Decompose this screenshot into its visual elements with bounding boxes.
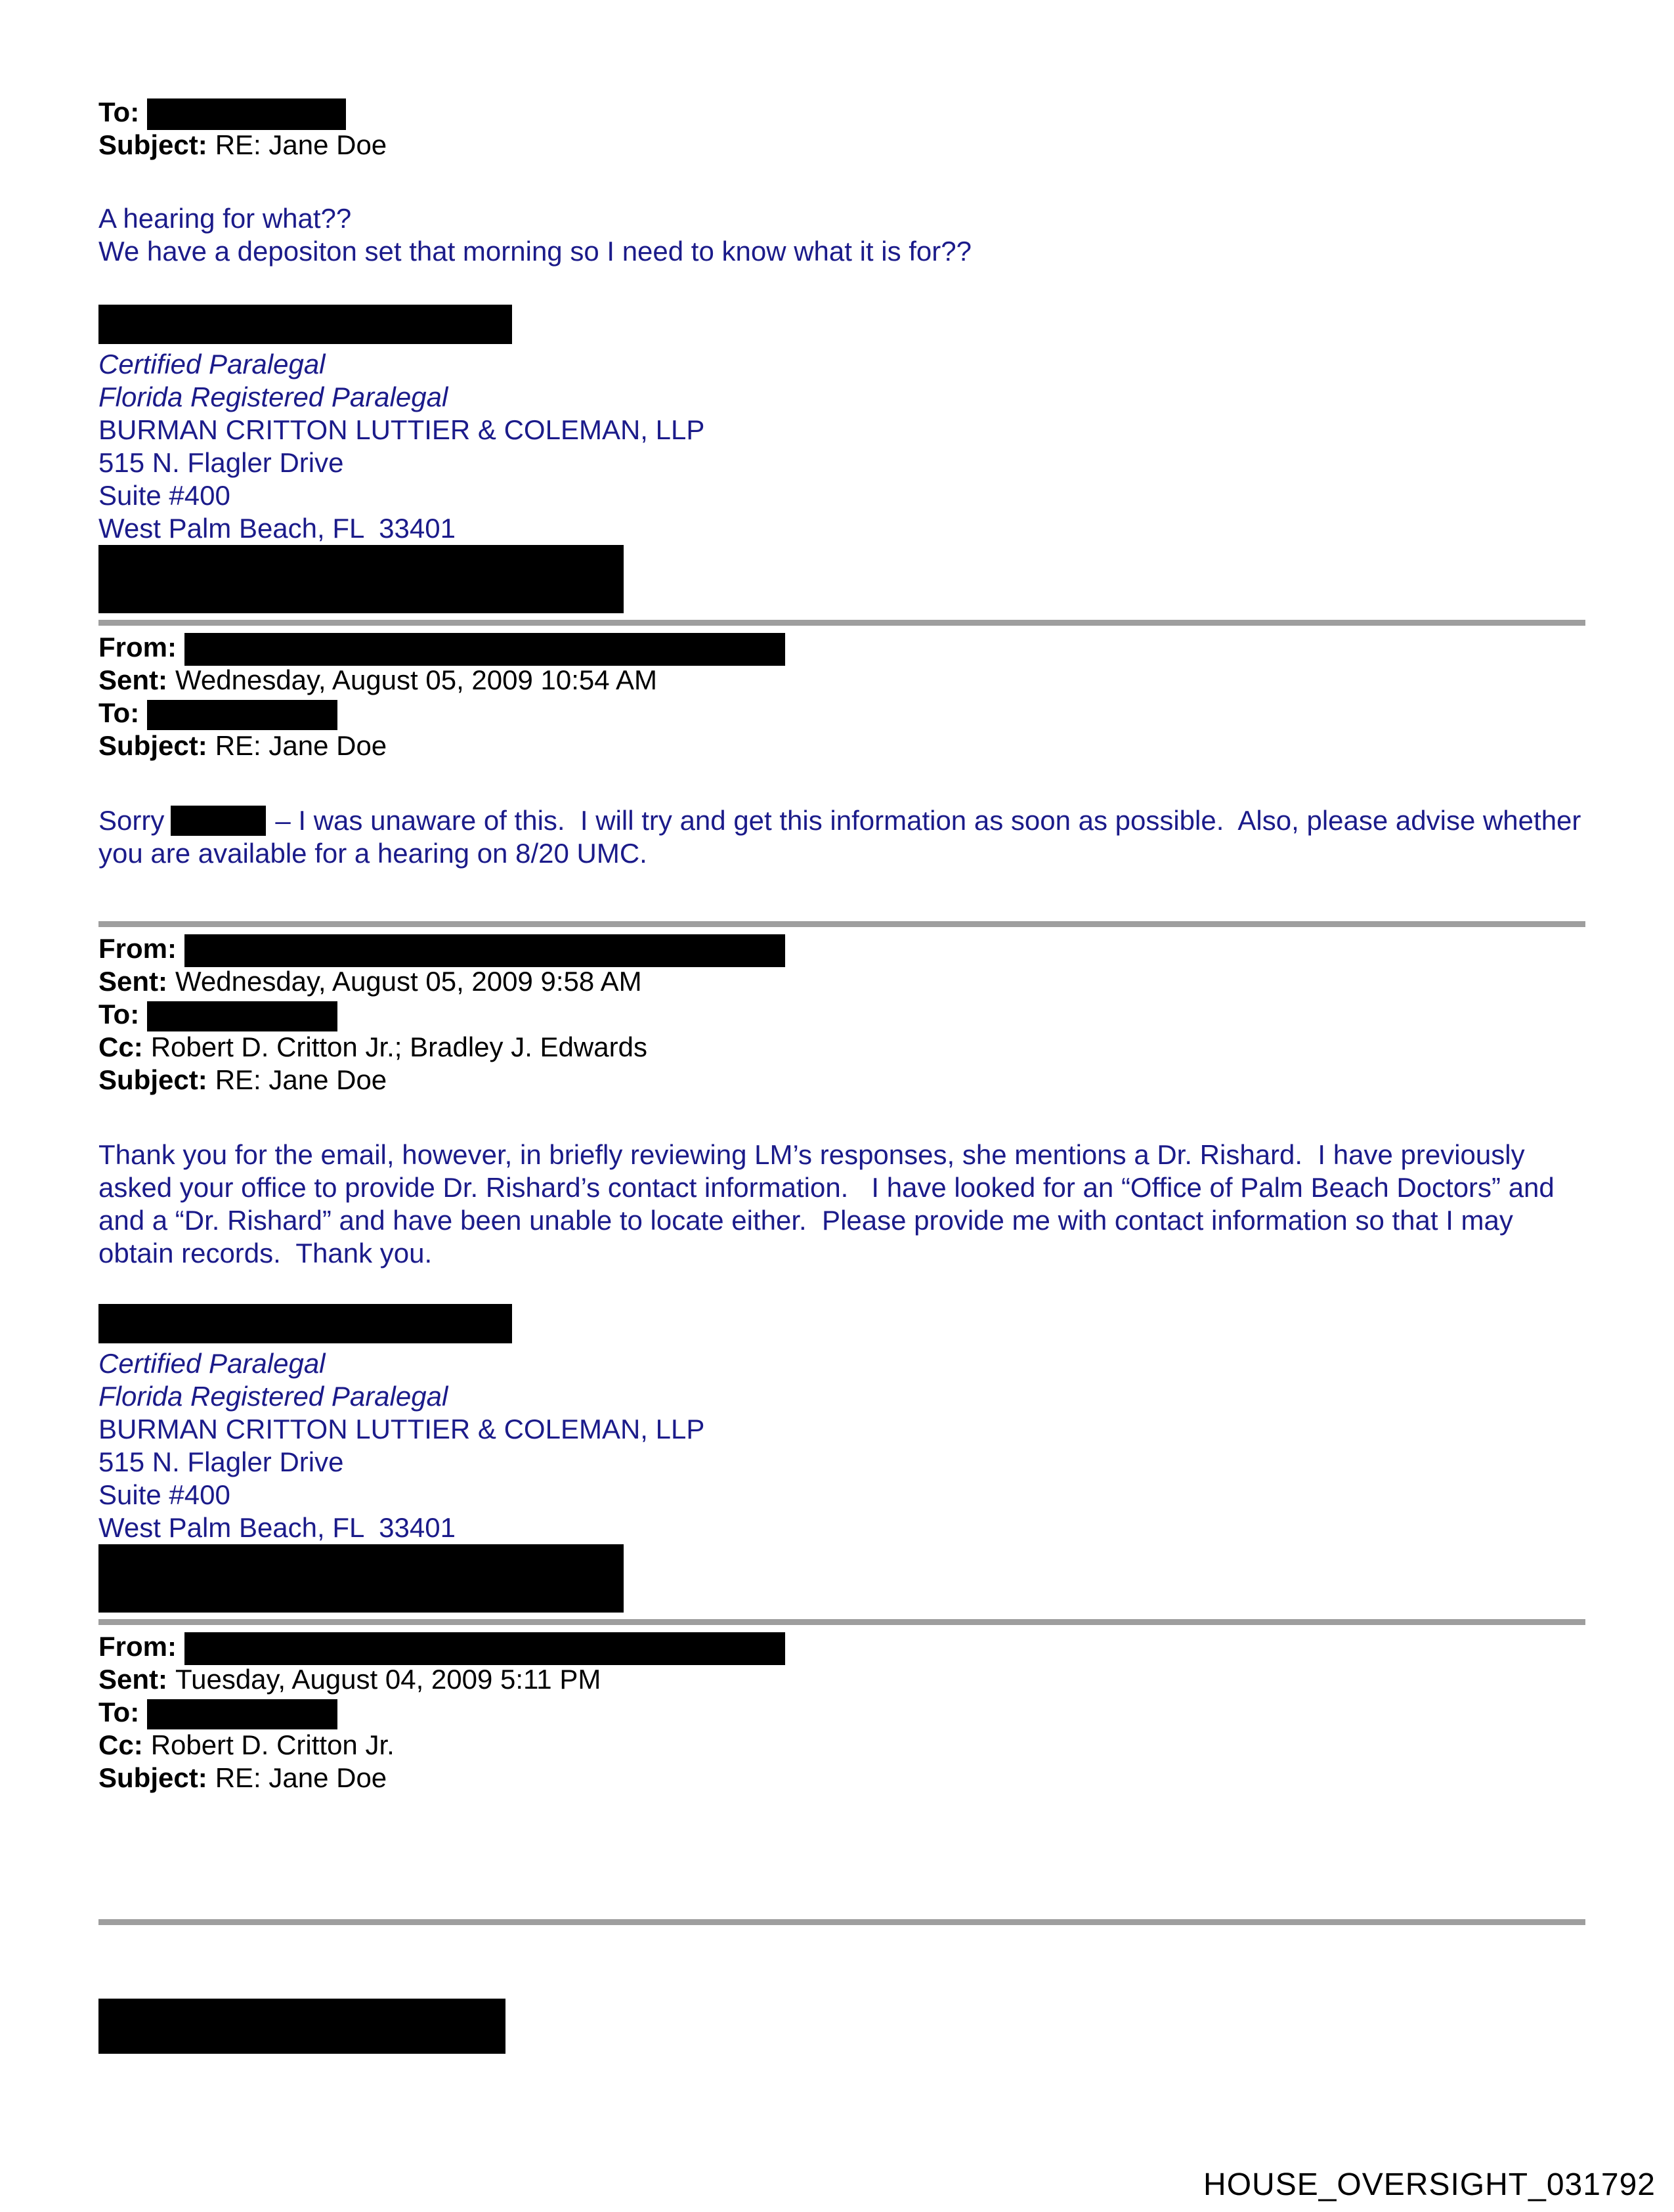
email1-header — [98, 96, 1585, 162]
email3-from-line — [98, 932, 1585, 965]
signature-address-2: Suite #400 — [98, 480, 230, 511]
email3-sent-line — [98, 965, 1585, 998]
email3-body-line1: Thank you for the email, however, in briefly reviewing LM’s responses, she mentions a Dr. Rishard. I have previously — [98, 1139, 1525, 1170]
subject-label: Subject: — [98, 129, 207, 160]
sent-label: Sent: — [98, 966, 167, 997]
email4-sent-value: Tuesday, August 04, 2009 5:11 PM — [175, 1664, 601, 1695]
signature-lines — [98, 348, 1585, 545]
message-divider-4 — [98, 1919, 1585, 1925]
signature-address-2: Suite #400 — [98, 1479, 230, 1510]
email4-cc-value: Robert D. Critton Jr. — [150, 1729, 395, 1760]
email3-body-line2: asked your office to provide Dr. Rishard’s contact information. I have looked for an “Office of Palm Beach Doctors” and — [98, 1172, 1555, 1203]
email3-cc-line — [98, 1031, 1585, 1064]
to-redaction-box — [147, 1001, 337, 1031]
signature-contact-redaction-box — [98, 545, 624, 613]
subject-label: Subject: — [98, 1064, 207, 1095]
signature-credential-2: Florida Registered Paralegal — [98, 1381, 448, 1412]
from-redaction-box — [184, 934, 785, 967]
email3-to-line — [98, 998, 1585, 1031]
email1-subject-value: RE: Jane Doe — [215, 129, 387, 160]
from-label: From: — [98, 1631, 177, 1662]
email2-body-prefix: Sorry — [98, 805, 165, 836]
email2-subject-value: RE: Jane Doe — [215, 730, 387, 761]
email4-subject-value: RE: Jane Doe — [215, 1762, 387, 1793]
email1-body-line1: A hearing for what?? — [98, 203, 352, 234]
message-divider-2 — [98, 921, 1585, 927]
email2-sent-line — [98, 664, 1585, 697]
to-redaction-box — [147, 98, 346, 130]
subject-label: Subject: — [98, 730, 207, 761]
signature-name-redaction-box — [98, 305, 512, 344]
sent-label: Sent: — [98, 1664, 167, 1695]
bottom-redaction-box — [98, 1999, 505, 2054]
email2-body-suffix: – I was unaware of this. I will try and get this information as soon as possible. Also, please advise whether — [275, 805, 1581, 836]
signature-firm: BURMAN CRITTON LUTTIER & COLEMAN, LLP — [98, 414, 705, 445]
email1-body — [98, 202, 1585, 268]
to-label: To: — [98, 999, 140, 1030]
message-divider-3 — [98, 1619, 1585, 1625]
email4-subject-line — [98, 1762, 1585, 1794]
email1-subject-line — [98, 129, 1585, 162]
subject-label: Subject: — [98, 1762, 207, 1793]
signature-address-1: 515 N. Flagler Drive — [98, 1446, 344, 1477]
to-redaction-box — [147, 1699, 337, 1729]
signature-block-1 — [98, 305, 1585, 613]
email2-body-line2: you are available for a hearing on 8/20 UMC. — [98, 838, 647, 869]
email3-body-line4: obtain records. Thank you. — [98, 1238, 433, 1269]
email2-subject-line — [98, 729, 1585, 762]
email3-subject-line — [98, 1064, 1585, 1096]
email4-sent-line — [98, 1663, 1585, 1696]
email4-from-line — [98, 1630, 1585, 1663]
signature-address-3: West Palm Beach, FL 33401 — [98, 513, 456, 544]
email3-sent-value: Wednesday, August 05, 2009 9:58 AM — [175, 966, 642, 997]
signature-block-2 — [98, 1304, 1585, 1613]
to-label: To: — [98, 697, 140, 728]
signature-credential-1: Certified Paralegal — [98, 349, 326, 380]
signature-contact-redaction-box — [98, 1544, 624, 1613]
signature-name-redaction-box — [98, 1304, 512, 1343]
email4-header — [98, 1630, 1585, 1794]
signature-address-3: West Palm Beach, FL 33401 — [98, 1512, 456, 1543]
to-label: To: — [98, 97, 140, 127]
message-divider-1 — [98, 620, 1585, 626]
email3-cc-value: Robert D. Critton Jr.; Bradley J. Edwards — [150, 1031, 647, 1062]
bates-number: HOUSE_OVERSIGHT_031792 — [1203, 2167, 1656, 2202]
from-redaction-box — [184, 1632, 785, 1665]
from-redaction-box — [184, 633, 785, 666]
signature-credential-2: Florida Registered Paralegal — [98, 381, 448, 412]
email3-body — [98, 1139, 1585, 1270]
signature-lines — [98, 1347, 1585, 1544]
email1-body-line2: We have a depositon set that morning so I need to know what it is for?? — [98, 236, 972, 267]
cc-label: Cc: — [98, 1031, 143, 1062]
email4-to-line — [98, 1696, 1585, 1729]
signature-credential-1: Certified Paralegal — [98, 1348, 326, 1379]
sent-label: Sent: — [98, 664, 167, 695]
document-content — [98, 96, 1585, 2054]
from-label: From: — [98, 933, 177, 964]
to-redaction-box — [147, 700, 337, 730]
email2-from-line — [98, 631, 1585, 664]
email4-cc-line — [98, 1729, 1585, 1762]
email2-header — [98, 631, 1585, 762]
cc-label: Cc: — [98, 1729, 143, 1760]
email2-body — [98, 804, 1585, 870]
to-label: To: — [98, 1697, 140, 1727]
from-label: From: — [98, 632, 177, 662]
email3-body-line3: and a “Dr. Rishard” and have been unable to locate either. Please provide me with contact information so that I may — [98, 1205, 1513, 1236]
email2-body-line1 — [98, 804, 1585, 837]
inline-name-redaction-box — [171, 806, 266, 836]
email3-subject-value: RE: Jane Doe — [215, 1064, 387, 1095]
email3-header — [98, 932, 1585, 1096]
email1-to-line — [98, 96, 1585, 129]
signature-address-1: 515 N. Flagler Drive — [98, 447, 344, 478]
email2-sent-value: Wednesday, August 05, 2009 10:54 AM — [175, 664, 657, 695]
signature-firm: BURMAN CRITTON LUTTIER & COLEMAN, LLP — [98, 1414, 705, 1444]
email2-to-line — [98, 697, 1585, 729]
